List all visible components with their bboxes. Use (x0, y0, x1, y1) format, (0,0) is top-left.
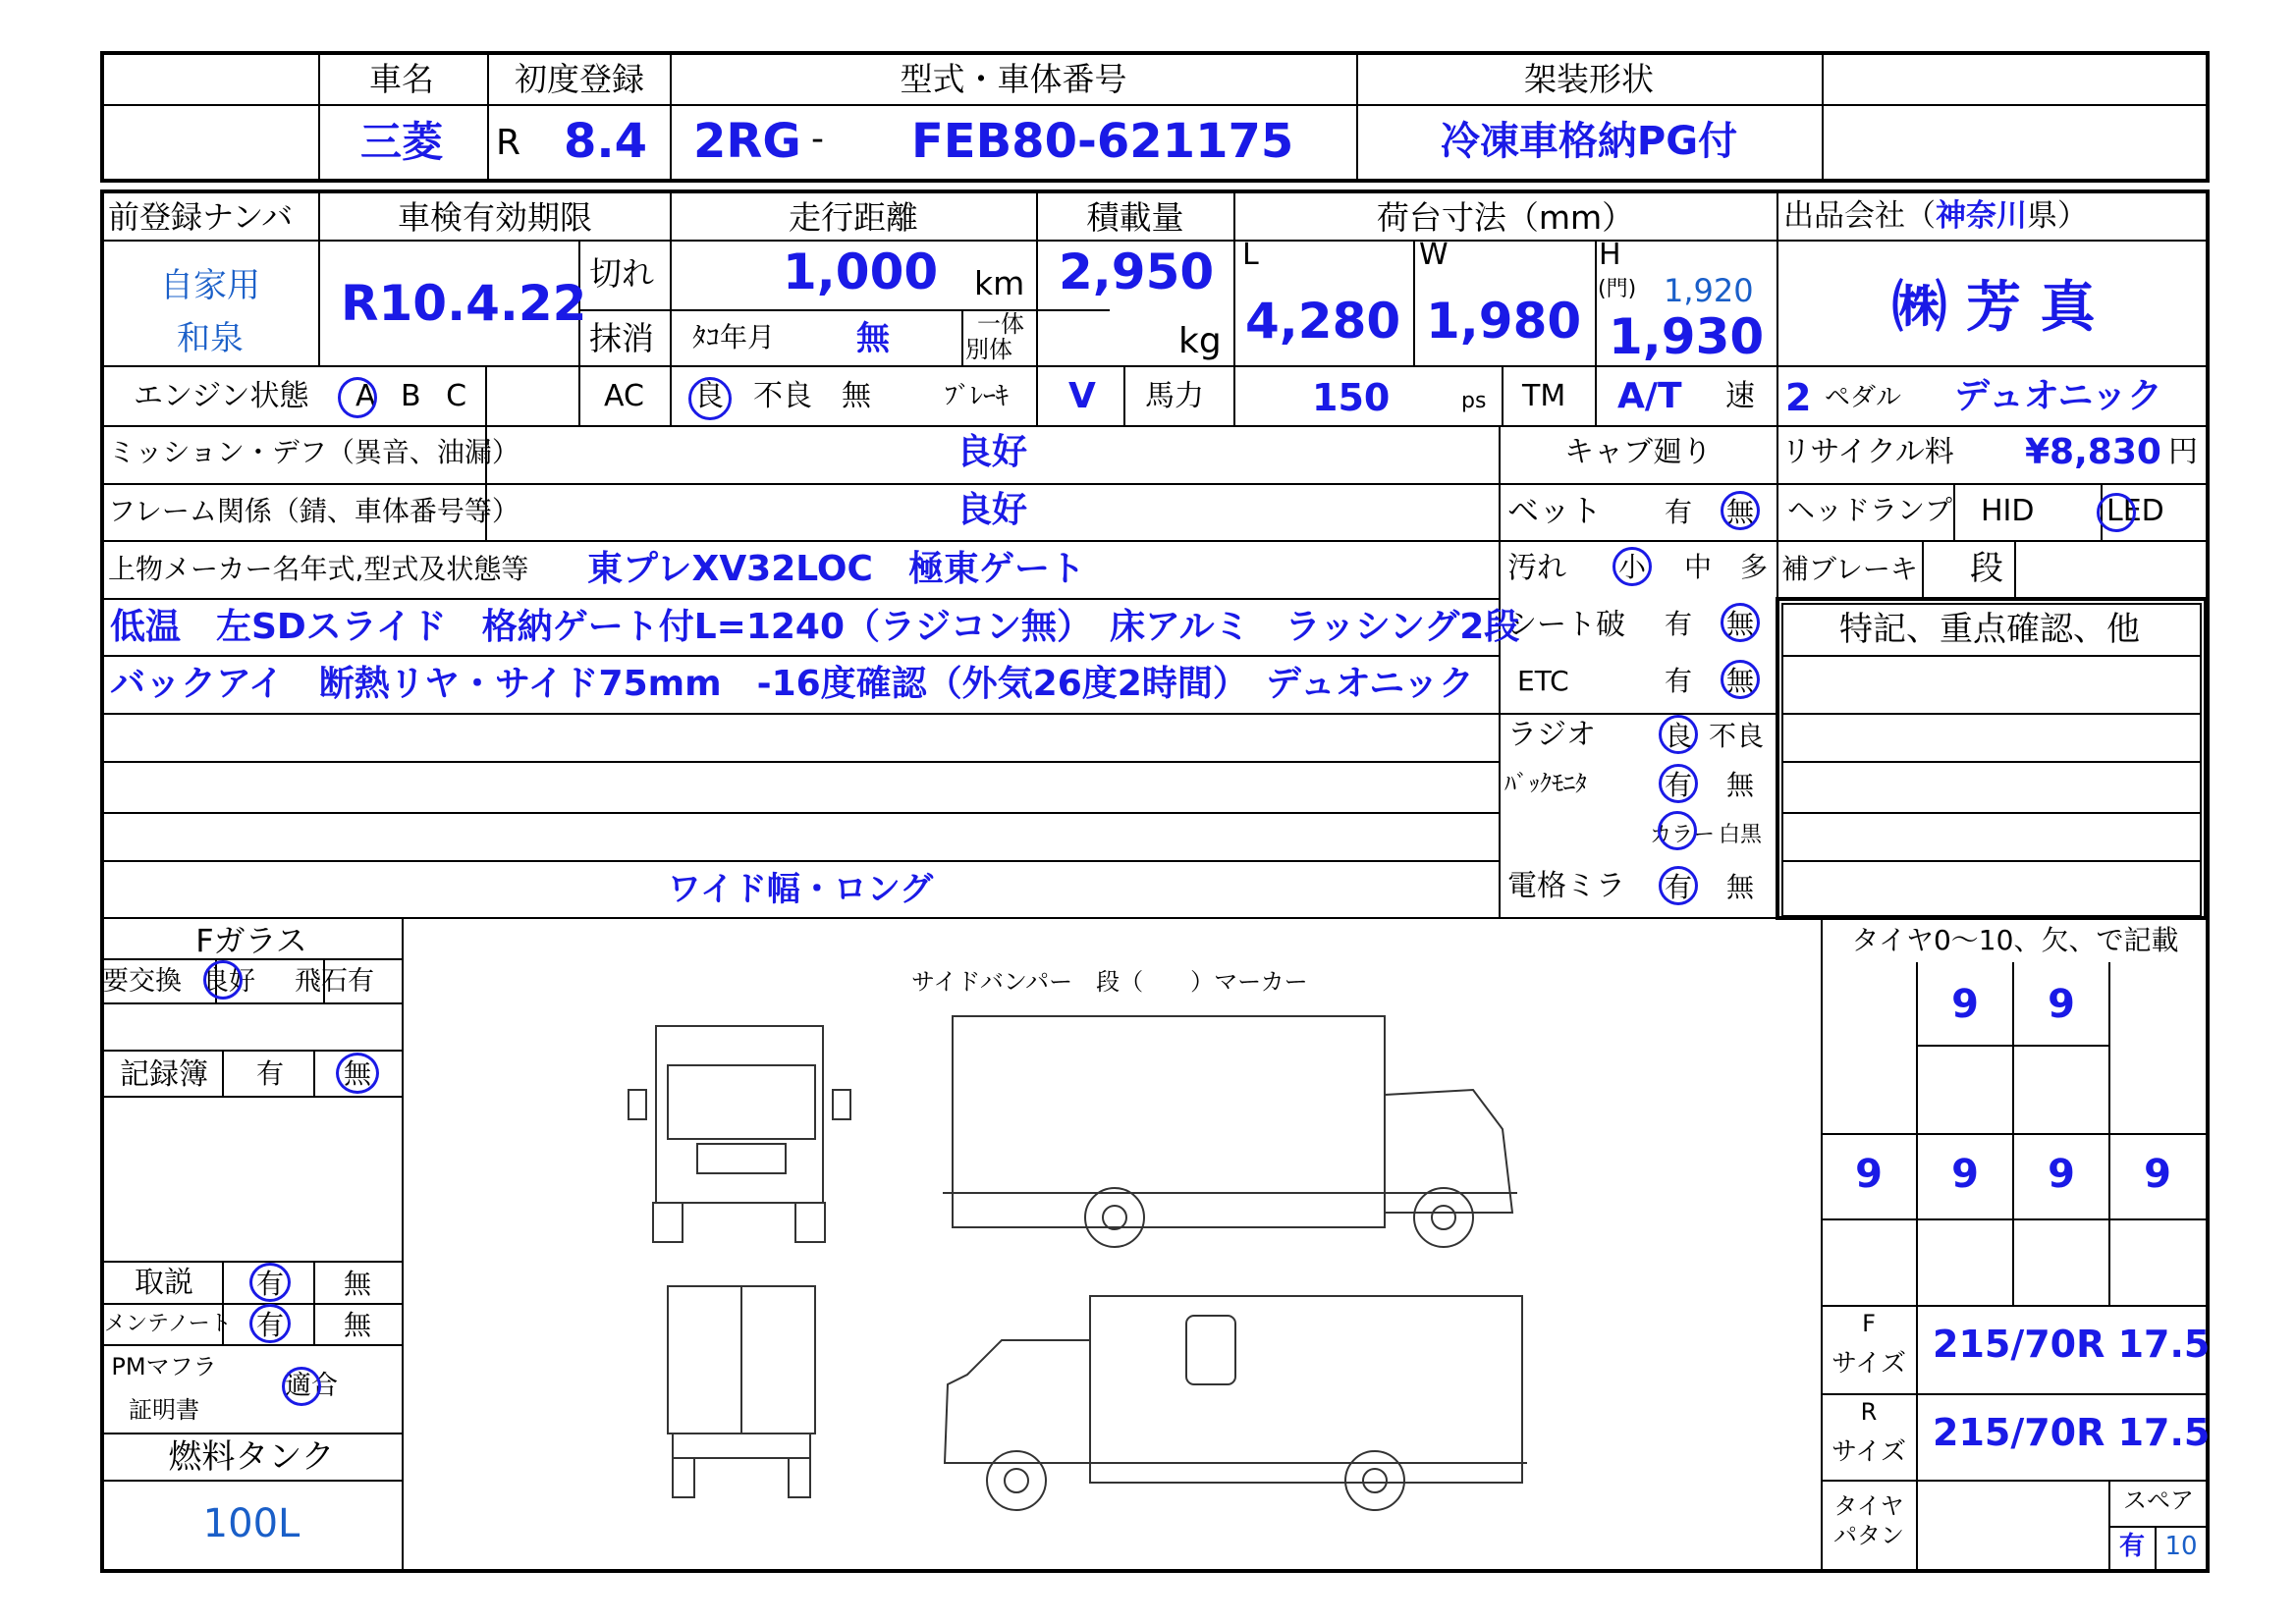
frame-value: 良好 (956, 490, 1028, 530)
etc-no: 無 (1726, 665, 1755, 697)
front-size-label: サイズ (1831, 1349, 1906, 1379)
record-no: 無 (343, 1057, 372, 1090)
manual-yes-circle (249, 1263, 291, 1302)
prev-plate-label: 前登録ナンバ (108, 198, 294, 236)
glass-good-circle (203, 960, 243, 1000)
headlamp-label: ヘッドランプ (1787, 494, 1953, 526)
height-label: H (1599, 238, 1621, 272)
ittai-label: 一体 (977, 310, 1024, 338)
led-circle (2097, 493, 2136, 532)
fuel-value: 100L (202, 1501, 301, 1546)
monitor-yes-circle (1659, 764, 1698, 803)
pm-label-2: 証明書 (129, 1396, 199, 1424)
notes-title: 特記、重点確認、他 (1839, 610, 2140, 649)
tire-rear-4: 9 (2144, 1152, 2171, 1197)
maint-label: メンテノート (104, 1312, 232, 1336)
engine-grades: A B C (355, 379, 475, 413)
dirt-small: 小 (1618, 551, 1647, 583)
km-unit: km (974, 264, 1025, 302)
seller-label: 出品会社（神奈川県） (1783, 198, 2088, 234)
erased-label: 抹消 (589, 319, 654, 357)
tire-rear-1: 9 (1855, 1152, 1883, 1197)
bed-yes: 有 (1665, 496, 1693, 528)
bed-label: ベット (1507, 492, 1603, 529)
radio-good-circle (1659, 715, 1698, 754)
ac-options: 良 不良 無 (694, 379, 871, 413)
recycle-fee: ¥8,830 (2025, 432, 2161, 472)
etc-label: ETC (1517, 665, 1569, 697)
tire-title: タイヤ0～10、欠、で記載 (1851, 924, 2179, 956)
era: R (496, 123, 521, 163)
body-type: 冷凍車格納PG付 (1440, 119, 1738, 164)
chassis-number: FEB80-621175 (911, 114, 1294, 169)
monitor-no: 無 (1726, 769, 1755, 801)
speed-label: 速 (1725, 379, 1755, 413)
aux-brake-value: 段 (1970, 549, 2003, 588)
hid-label: HID (1981, 494, 2035, 528)
rear-r-label: R (1860, 1398, 1878, 1426)
etc-yes: 有 (1665, 665, 1693, 697)
pm-label-1: PMマフラ (111, 1353, 217, 1380)
glass-replace: 要交換 (102, 966, 182, 997)
glass-title: Fガラス (195, 922, 307, 959)
body-line-last: ワイド幅・ロング (667, 870, 934, 909)
expired-label: 切れ (589, 254, 654, 293)
tire-front-left: 9 (1951, 982, 1979, 1027)
recycle-label: リサイクル料 (1781, 435, 1954, 469)
dirt-small-circle (1613, 547, 1652, 586)
pattern-label-1: タイヤ (1833, 1492, 1904, 1520)
tire-front-right: 9 (2048, 982, 2075, 1027)
mileage-label: 走行距離 (789, 198, 918, 237)
meter-label: ﾀｺ年月 (692, 321, 776, 353)
betsu-label: 別体 (965, 336, 1012, 363)
fuel-label: 燃料タンク (168, 1437, 335, 1477)
front-tire-size: 215/70R 17.5 (1933, 1323, 2211, 1366)
led-label: LED (2106, 494, 2164, 528)
record-label: 記録簿 (120, 1057, 208, 1092)
record-no-circle (336, 1053, 379, 1094)
inspection-label: 車検有効期限 (398, 198, 592, 237)
engine-label: エンジン状態 (134, 379, 309, 413)
bumper-note: サイドバンパー 段（ ）マーカー (911, 968, 1308, 996)
maint-no: 無 (343, 1309, 372, 1341)
front-f-label: F (1862, 1310, 1876, 1337)
cargo-size-label: 荷台寸法（mm） (1376, 198, 1635, 237)
body-line-2: バックアイ 断熱リヤ・サイド75mm -16度確認（外気26度2時間） デュオニック (110, 664, 1474, 704)
kg-unit: kg (1178, 321, 1222, 361)
tire-rear-2: 9 (1951, 1152, 1979, 1197)
back-monitor-label: ﾊﾞｯｸﾓﾆﾀ (1504, 770, 1587, 797)
mirror-yes: 有 (1665, 871, 1693, 903)
cargo-width: 1,980 (1426, 293, 1582, 350)
mirror-label: 電格ミラ (1507, 869, 1625, 903)
rear-size-label: サイズ (1831, 1437, 1906, 1467)
seat-label: シート破 (1507, 608, 1625, 642)
pedal-label: ペダル (1825, 383, 1902, 412)
pm-value: 適合 (285, 1371, 338, 1401)
cargo-length: 4,280 (1245, 293, 1401, 350)
pm-circle (282, 1367, 321, 1406)
monitor-yes: 有 (1665, 769, 1693, 801)
manual-yes: 有 (255, 1268, 285, 1300)
car-name: 三菱 (359, 118, 444, 166)
cargo-height: 1,930 (1609, 308, 1765, 365)
monitor-bw: 白黒 (1719, 823, 1763, 847)
inspection-date: R10.4.22 (341, 275, 587, 332)
pattern-label-2: パタン (1833, 1522, 1904, 1549)
body-maker: 東プレXV32LOC 極東ゲート (587, 549, 1085, 589)
rear-tire-size: 215/70R 17.5 (1933, 1411, 2211, 1454)
glass-chip: 飛石有 (295, 966, 374, 997)
seat-no-circle (1721, 603, 1760, 642)
radio-bad: 不良 (1709, 720, 1765, 752)
etc-no-circle (1721, 660, 1760, 699)
brake-label: ﾌﾞﾚｰｷ (945, 382, 1010, 411)
spare-label: スペア (2123, 1487, 2194, 1514)
aux-brake-label: 補ブレーキ (1781, 553, 1918, 585)
gate-height-label: (門) (1598, 277, 1637, 301)
horsepower: 150 (1312, 376, 1391, 419)
ps-unit: ps (1461, 389, 1487, 413)
body-line-1: 低温 左SDスライド 格納ゲート付L=1240（ラジコン無） 床アルミ ラッシング2段 (110, 607, 1520, 647)
record-yes: 有 (255, 1057, 285, 1090)
manual-no: 無 (343, 1268, 372, 1300)
width-label: W (1419, 238, 1449, 272)
load-capacity: 2,950 (1059, 243, 1215, 300)
frame-label: フレーム関係（錆、車体番号等） (108, 495, 519, 527)
seller-name: ㈱ 芳 真 (1891, 276, 2096, 340)
plate-region: 和泉 (177, 319, 244, 358)
radio-good: 良 (1665, 720, 1693, 752)
transmission: A/T (1617, 376, 1682, 416)
maint-yes-circle (249, 1304, 291, 1343)
monitor-color: カラー (1650, 823, 1716, 847)
gear-count: 2 (1785, 376, 1812, 419)
ac-good-circle (688, 377, 732, 420)
seat-yes: 有 (1665, 608, 1693, 640)
bed-no-circle (1721, 491, 1760, 530)
load-label: 積載量 (1086, 198, 1184, 237)
spare-value: 10 (2164, 1532, 2198, 1561)
dirt-many: 多 (1740, 551, 1769, 583)
truck-drawings (629, 1016, 1527, 1510)
mileage: 1,000 (783, 243, 939, 300)
car-name-label: 車名 (369, 60, 434, 98)
gate-height: 1,920 (1664, 272, 1754, 309)
glass-good: 良好 (202, 966, 255, 997)
radio-label: ラジオ (1507, 718, 1596, 752)
use-type: 自家用 (160, 266, 260, 305)
body-type-label: 架装形状 (1524, 60, 1654, 98)
length-label: L (1242, 238, 1259, 272)
dirt-label: 汚れ (1507, 551, 1566, 585)
first-reg-label: 初度登録 (515, 60, 644, 98)
brake-value: V (1068, 376, 1096, 416)
spare-yes: 有 (2118, 1532, 2146, 1561)
monitor-color-circle (1658, 811, 1697, 850)
model-prefix: 2RG (693, 114, 801, 169)
engine-a-circle (338, 377, 377, 418)
manual-label: 取説 (135, 1266, 193, 1300)
model-dash: - (811, 119, 824, 159)
yen-unit: 円 (2168, 435, 2198, 469)
mission-value: 良好 (956, 432, 1028, 472)
hp-label: 馬力 (1145, 379, 1204, 413)
first-reg: 8.4 (564, 114, 648, 169)
cab-label: キャブ廻り (1564, 435, 1712, 469)
tm-label: TM (1522, 379, 1566, 413)
pedal-value: デュオニック (1953, 376, 2163, 416)
mission-label: ミッション・デフ（異音、油漏） (108, 436, 519, 468)
body-maker-label: 上物メーカー名年式,型式及状態等 (108, 553, 529, 585)
bed-no: 無 (1726, 496, 1755, 528)
mirror-no: 無 (1726, 871, 1755, 903)
ac-label: AC (604, 379, 644, 413)
seat-no: 無 (1726, 608, 1755, 640)
dirt-mid: 中 (1684, 551, 1713, 583)
tire-rear-3: 9 (2048, 1152, 2075, 1197)
meter-value: 無 (856, 319, 890, 358)
mirror-yes-circle (1659, 866, 1698, 905)
maint-yes: 有 (255, 1309, 285, 1341)
model-label: 型式・車体番号 (900, 60, 1127, 98)
